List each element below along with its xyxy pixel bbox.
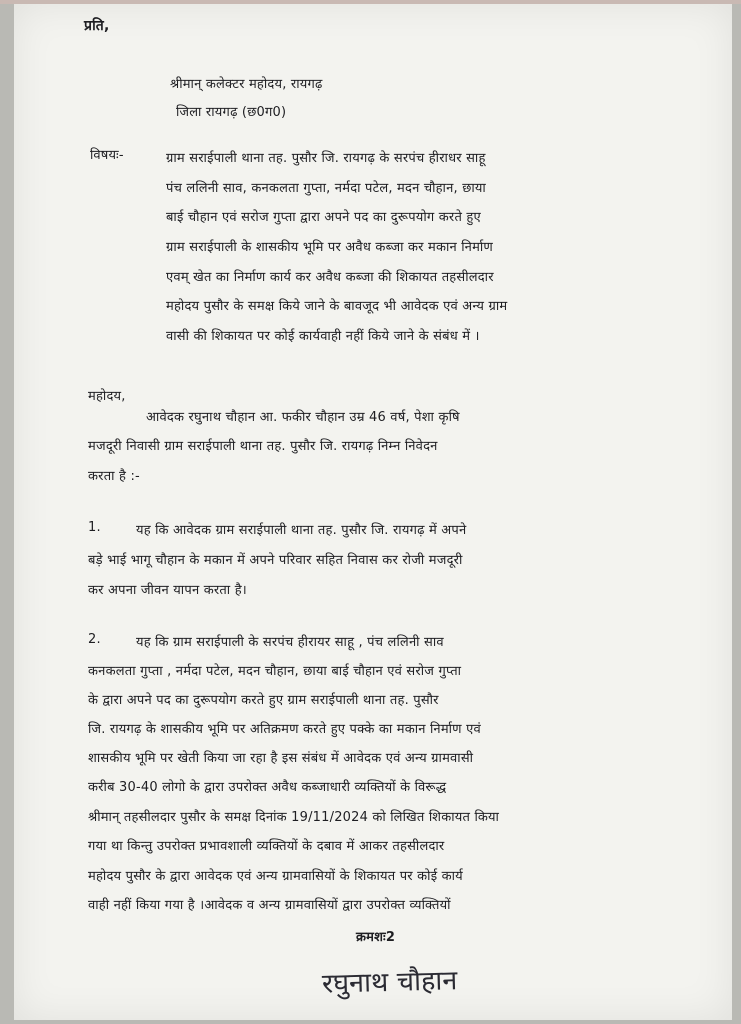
point2-line: कनकलता गुप्ता , नर्मदा पटेल, मदन चौहान, छाया बाई चौहान एवं सरोज गुप्ता [88, 664, 462, 679]
point1-line: यह कि आवेदक ग्राम सराईपाली थाना तह. पुसौर जि. रायगढ़ में अपने [136, 523, 467, 538]
to-label: प्रति, [84, 18, 110, 34]
point1-line: कर अपना जीवन यापन करता है। [88, 583, 247, 598]
point1-number: 1. [88, 520, 101, 535]
point2-line: के द्वारा अपने पद का दुरूपयोग करते हुए ग्राम सराईपाली थाना तह. पुसौर [88, 693, 439, 708]
point1-line: बड़े भाई भागू चौहान के मकान में अपने परिवार सहित निवास कर रोजी मजदूरी [88, 553, 463, 568]
point2-line: महोदय पुसौर के द्वारा आवेदक एवं अन्य ग्रामवासियों के शिकायत पर कोई कार्य [88, 869, 463, 884]
subject-line: बाई चौहान एवं सरोज गुप्ता द्वारा अपने पद का दुरूपयोग करते हुए [166, 210, 481, 225]
intro-line: आवेदक रघुनाथ चौहान आ. फकीर चौहान उम्र 46 वर्ष, पेशा कृषि [146, 410, 460, 425]
point2-line: जि. रायगढ़ के शासकीय भूमि पर अतिक्रमण करते हुए पक्के का मकान निर्माण एवं [88, 722, 481, 737]
intro-line: करता है :- [88, 469, 140, 484]
handwritten-signature: रघुनाथ चौहान [321, 965, 458, 1000]
point2-line: श्रीमान् तहसीलदार पुसौर के समक्ष दिनांक 19/11/2024 को लिखित शिकायत किया [88, 810, 500, 825]
subject-line: महोदय पुसौर के समक्ष किये जाने के बावजूद भी आवेदक एवं अन्य ग्राम [166, 299, 508, 314]
subject-label: विषयः- [90, 148, 124, 163]
continuation-marker: क्रमशः2 [356, 930, 396, 945]
recipient-line2: जिला रायगढ़ (छ0ग0) [176, 105, 287, 120]
point2-line: करीब 30-40 लोगो के द्वारा उपरोक्त अवैध कब्जाधारी व्यक्तियों के विरूद्ध [88, 780, 447, 795]
subject-line: ग्राम सराईपाली थाना तह. पुसौर जि. रायगढ़ के सरपंच हीराधर साहू [166, 151, 486, 166]
subject-line: एवम् खेत का निर्माण कार्य कर अवैध कब्जा की शिकायत तहसीलदार [166, 270, 494, 285]
intro-line: मजदूरी निवासी ग्राम सराईपाली थाना तह. पुसौर जि. रायगढ़ निम्न निवेदन [88, 439, 438, 454]
point2-line: यह कि ग्राम सराईपाली के सरपंच हीरायर साहू , पंच ललिनी साव [136, 635, 444, 650]
point2-line: शासकीय भूमि पर खेती किया जा रहा है इस संबंध में आवेदक एवं अन्य ग्रामवासी [88, 751, 474, 766]
subject-line: पंच ललिनी साव, कनकलता गुप्ता, नर्मदा पटेल, मदन चौहान, छाया [166, 181, 486, 196]
subject-line: ग्राम सराईपाली के शासकीय भूमि पर अवैध कब्जा कर मकान निर्माण [166, 240, 494, 255]
point2-line: गया था किन्तु उपरोक्त प्रभावशाली व्यक्तियों के दबाव में आकर तहसीलदार [88, 839, 445, 854]
point2-line: वाही नहीं किया गया है ।आवेदक व अन्य ग्रामवासियों द्वारा उपरोक्त व्यक्तियों [88, 898, 451, 913]
recipient-line1: श्रीमान् कलेक्टर महोदय, रायगढ़ [170, 77, 323, 92]
greeting: महोदय, [88, 389, 126, 404]
subject-line: वासी की शिकायत पर कोई कार्यवाही नहीं किये जाने के संबंध में । [166, 329, 480, 344]
point2-number: 2. [88, 632, 101, 647]
